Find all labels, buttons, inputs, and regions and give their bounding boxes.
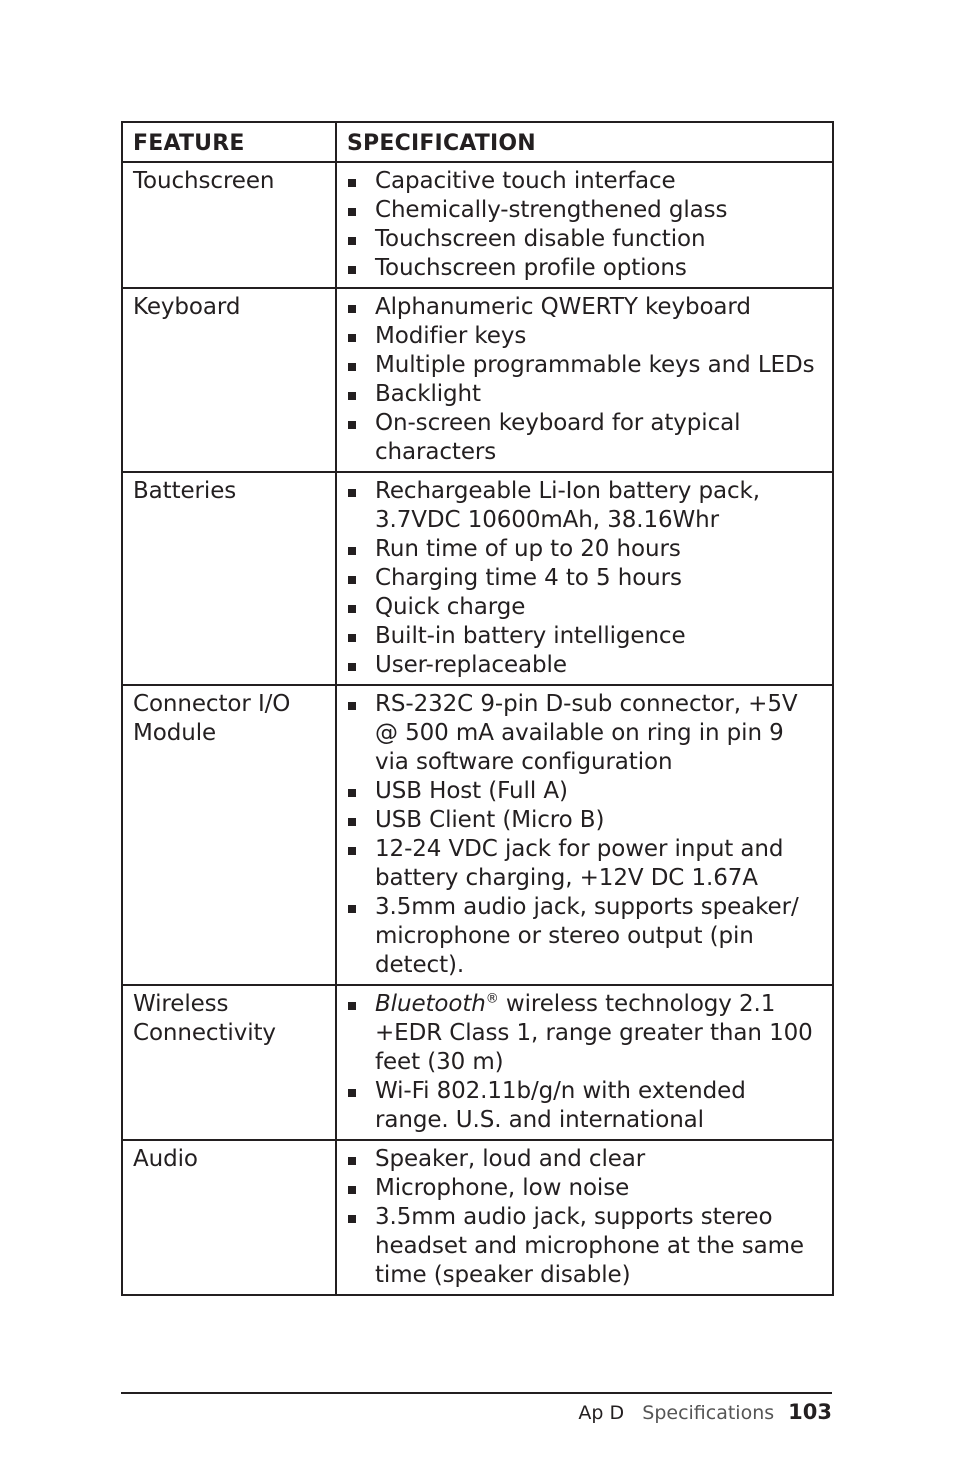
spec-text: Wi-Fi 802.11b/g/n with extended range. U.S. and international: [375, 1078, 746, 1133]
spec-list: [347, 477, 823, 680]
spec-text: Capacitive touch interface: [375, 168, 676, 194]
appendix-label: Ap D: [578, 1402, 625, 1424]
table-header-row: [122, 122, 833, 162]
square-bullet-icon: [348, 547, 356, 555]
spec-text: Modifier keys: [375, 323, 527, 349]
square-bullet-icon: [348, 305, 356, 313]
feature-cell: Touchscreen: [122, 162, 336, 288]
list-item: [347, 167, 823, 196]
spec-text: USB Client (Micro B): [375, 807, 605, 833]
specification-cell: [336, 685, 833, 985]
spec-list: [347, 293, 823, 467]
list-item: [347, 690, 823, 777]
page-number: 103: [788, 1400, 832, 1424]
spec-text: 3.5mm audio jack, supports speaker/ microphone or stereo output (pin detect).: [375, 894, 799, 978]
spec-text: On-screen keyboard for atypical characters: [375, 410, 741, 465]
square-bullet-icon: [348, 237, 356, 245]
square-bullet-icon: [348, 702, 356, 710]
spec-text: Multiple programmable keys and LEDs: [375, 352, 815, 378]
table-row: [122, 1140, 833, 1295]
spec-text: Quick charge: [375, 594, 526, 620]
specification-cell: [336, 472, 833, 685]
spec-text: 12-24 VDC jack for power input and battery charging, +12V DC 1.67A: [375, 836, 784, 891]
list-item: [347, 806, 823, 835]
spec-text: Built-in battery intelligence: [375, 623, 686, 649]
list-item: [347, 225, 823, 254]
spec-text: Chemically-strengthened glass: [375, 197, 728, 223]
square-bullet-icon: [348, 334, 356, 342]
spec-text: Touchscreen disable function: [375, 226, 706, 252]
list-item: [347, 835, 823, 893]
square-bullet-icon: [348, 663, 356, 671]
list-item: [347, 254, 823, 283]
page-footer: [578, 1399, 832, 1426]
specification-cell: [336, 985, 833, 1140]
feature-cell: Wireless Connectivity: [122, 985, 336, 1140]
specification-cell: [336, 288, 833, 472]
list-item: [347, 1145, 823, 1174]
square-bullet-icon: [348, 421, 356, 429]
spec-text: Speaker, loud and clear: [375, 1146, 646, 1172]
list-item: [347, 409, 823, 467]
list-item: [347, 777, 823, 806]
spec-text: USB Host (Full A): [375, 778, 568, 804]
list-item: [347, 1077, 823, 1135]
square-bullet-icon: [348, 179, 356, 187]
spec-list: [347, 1145, 823, 1290]
square-bullet-icon: [348, 789, 356, 797]
list-item: [347, 564, 823, 593]
square-bullet-icon: [348, 905, 356, 913]
square-bullet-icon: [348, 392, 356, 400]
registered-mark: ®: [485, 991, 499, 1007]
list-item: [347, 351, 823, 380]
feature-cell: Keyboard: [122, 288, 336, 472]
list-item: [347, 196, 823, 225]
square-bullet-icon: [348, 208, 356, 216]
list-item: [347, 593, 823, 622]
specification-cell: [336, 1140, 833, 1295]
specifications-table: [121, 121, 834, 1296]
list-item: [347, 293, 823, 322]
spec-text: wireless technology 2.1 +EDR Class 1, range greater than 100 feet (30 m): [375, 991, 813, 1075]
spec-text: RS-232C 9-pin D-sub connector, +5V @ 500 mA available on ring in pin 9 via software configuration: [375, 691, 798, 775]
list-item: [347, 477, 823, 535]
table-row: [122, 685, 833, 985]
spec-list: [347, 990, 823, 1135]
spec-text: Charging time 4 to 5 hours: [375, 565, 682, 591]
square-bullet-icon: [348, 634, 356, 642]
square-bullet-icon: [348, 1002, 356, 1010]
brand-name: Bluetooth: [375, 991, 486, 1017]
square-bullet-icon: [348, 1089, 356, 1097]
square-bullet-icon: [348, 1157, 356, 1165]
square-bullet-icon: [348, 489, 356, 497]
spec-text: Alphanumeric QWERTY keyboard: [375, 294, 751, 320]
specification-cell: [336, 162, 833, 288]
table-row: [122, 472, 833, 685]
square-bullet-icon: [348, 266, 356, 274]
list-item: [347, 622, 823, 651]
specification-column-header: SPECIFICATION: [336, 122, 833, 162]
feature-cell: Audio: [122, 1140, 336, 1295]
square-bullet-icon: [348, 1215, 356, 1223]
table-row: [122, 162, 833, 288]
footer-divider: [121, 1392, 832, 1394]
table-row: [122, 288, 833, 472]
spec-text: Run time of up to 20 hours: [375, 536, 681, 562]
spec-text: Microphone, low noise: [375, 1175, 630, 1201]
list-item: [347, 380, 823, 409]
spec-text: Rechargeable Li-Ion battery pack, 3.7VDC 10600mAh, 38.16Whr: [375, 478, 760, 533]
list-item: [347, 322, 823, 351]
list-item: [347, 1203, 823, 1290]
table-body: [122, 162, 833, 1295]
list-item: [347, 893, 823, 980]
square-bullet-icon: [348, 605, 356, 613]
square-bullet-icon: [348, 818, 356, 826]
table-row: [122, 985, 833, 1140]
spec-text: Backlight: [375, 381, 481, 407]
section-title: Specifications: [642, 1402, 775, 1424]
spec-list: [347, 690, 823, 980]
spec-list: [347, 167, 823, 283]
list-item: [347, 535, 823, 564]
list-item: [347, 1174, 823, 1203]
square-bullet-icon: [348, 847, 356, 855]
spec-text: 3.5mm audio jack, supports stereo headset and microphone at the same time (speaker disable): [375, 1204, 804, 1288]
square-bullet-icon: [348, 1186, 356, 1194]
square-bullet-icon: [348, 576, 356, 584]
feature-cell: Connector I/O Module: [122, 685, 336, 985]
spec-text: Touchscreen profile options: [375, 255, 687, 281]
list-item: [347, 990, 823, 1077]
feature-cell: Batteries: [122, 472, 336, 685]
list-item: [347, 651, 823, 680]
spec-text: User-replaceable: [375, 652, 567, 678]
square-bullet-icon: [348, 363, 356, 371]
feature-column-header: FEATURE: [122, 122, 336, 162]
